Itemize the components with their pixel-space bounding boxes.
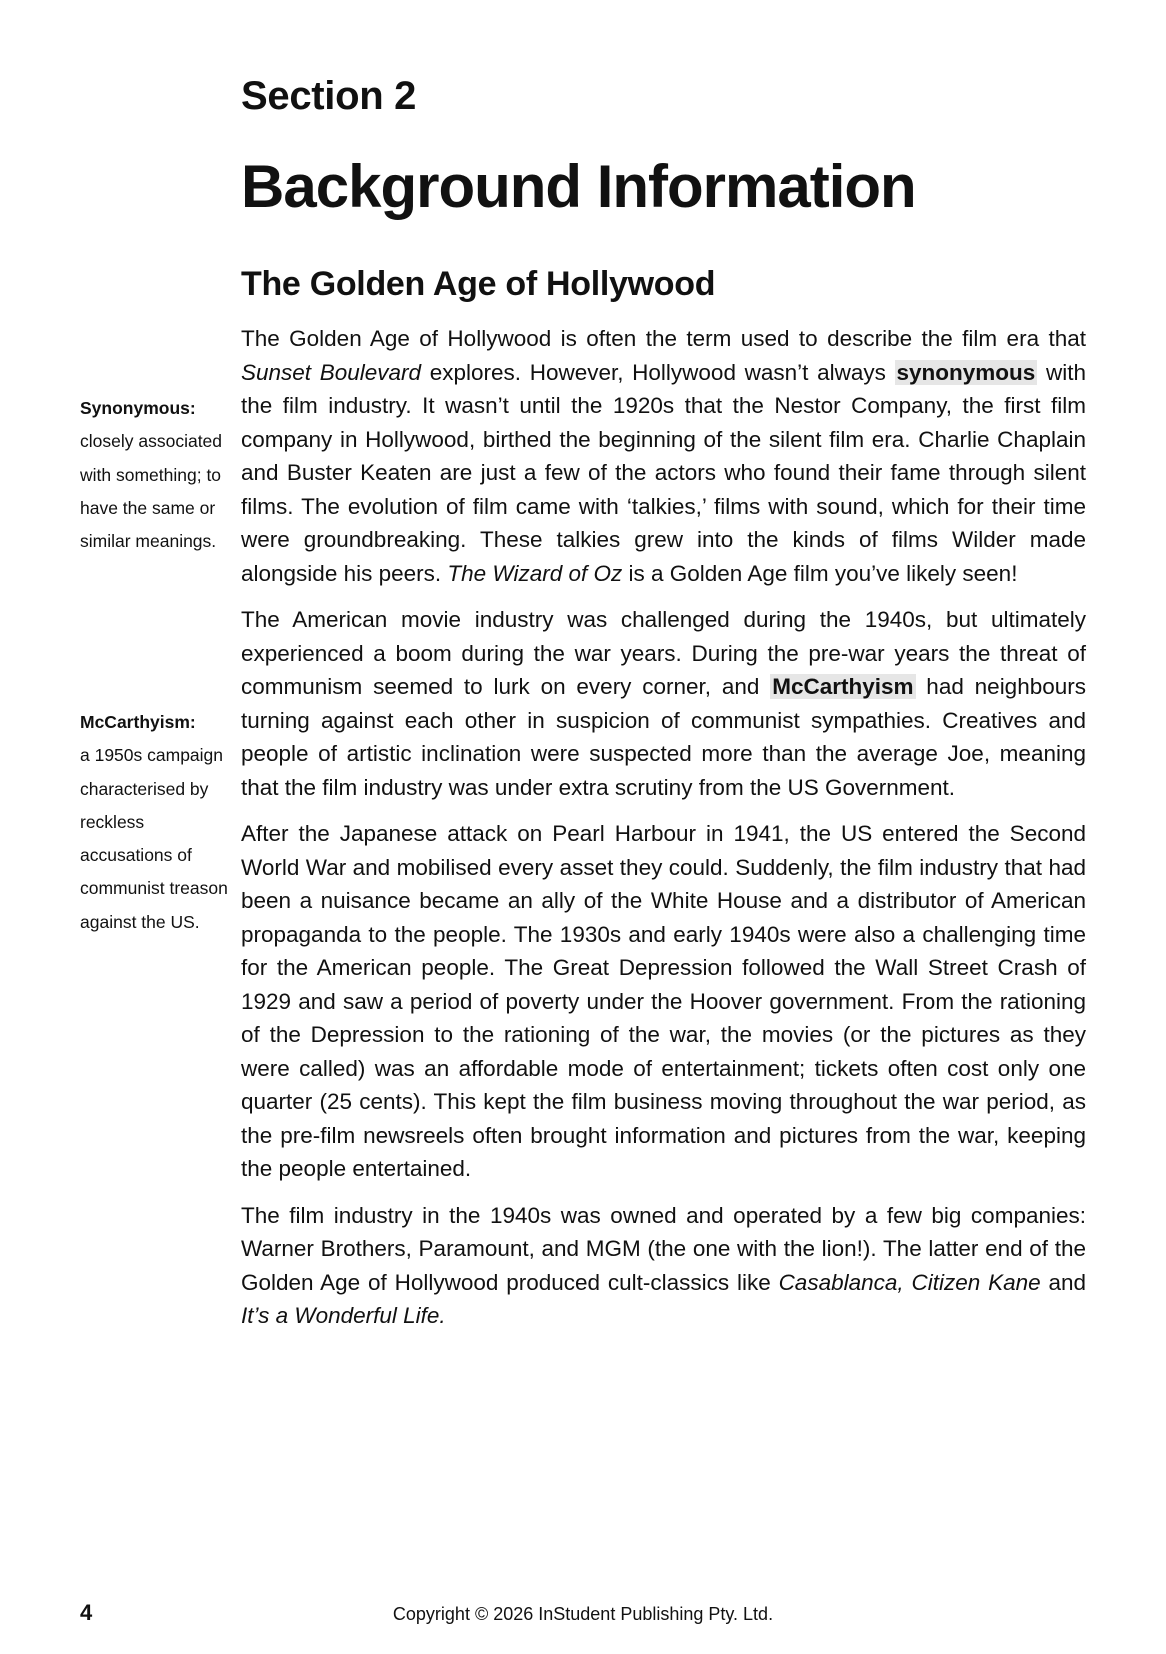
film-title: The Wizard of Oz [447,560,623,586]
text: The Golden Age of Hollywood is often the term used to describe the film era that [241,326,1086,351]
sidenote-synonymous [80,392,230,558]
paragraph-2 [241,603,1086,804]
section-subtitle: The Golden Age of Hollywood [241,265,716,303]
film-title: It’s a Wonderful Life. [241,1303,446,1328]
text: The film industry in the 1940s was owned and operated by a few big companies: Warner Brothers, Paramount, and MGM (the one with the lion!). The latter end of the Golden Age of Hollywood produced cult-classics like [241,1202,1086,1295]
text: is a Golden Age film you’ve likely seen! [622,560,1018,586]
sidenote-definition: a 1950s campaign characterised by reckless accusations of communist treason against the US. [80,745,228,932]
paragraph-1 [241,322,1086,590]
section-label: Section 2 [241,74,417,118]
highlight-term: McCarthyism [772,674,914,699]
paragraph-3: After the Japanese attack on Pearl Harbour in 1941, the US entered the Second World War and mobilised every asset they could. Suddenly, the film industry that had been a nuisance became an ally of the White House and a distributor of American propaganda to the people. The 1930s and early 1940s were also a challenging time for the American people. The Great Depression followed the Wall Street Crash of 1929 and saw a period of poverty under the Hoover government. From the rationing of the Depression to the rationing of the war, the movies (or the pictures as they were called) was an affordable mode of entertainment; tickets often cost only one quarter (25 cents). This kept the film business moving throughout the war period, as the pre-film newsreels often brought information and pictures from the war, keeping the people entertained. [241,821,1086,1181]
page-title: Background Information [241,153,916,220]
body-text [241,322,1086,1346]
sidenote-mccarthyism [80,706,230,939]
film-title: Sunset Boulevard [241,359,422,385]
paragraph-4 [241,1199,1086,1333]
text: and [1040,1269,1086,1295]
film-title: Casablanca, Citizen Kane [778,1269,1041,1295]
sidenote-term: Synonymous: [80,398,196,418]
page-number: 4 [80,1600,93,1625]
text: explores. However, Hollywood wasn’t always [421,359,895,385]
text: with the film industry. It wasn’t until the 1920s that the Nestor Company, the first film company in Hollywood, birthed the beginning of the silent film era. Charlie Chaplain and Buster Keaten are just a few of the actors who found their fame through silent films. The evolution of film came with ‘talkies,’ films with sound, which for their time were groundbreaking. These talkies grew into the kinds of films Wilder made alongside his peers. [241,359,1086,586]
sidenote-definition: closely associated with something; to have the same or similar meanings. [80,431,223,552]
text: The American movie industry was challenged during the 1940s, but ultimately experienced a boom during the war years. During the pre-war years the threat of communism seemed to lurk on every corner, and [241,607,1086,699]
highlight-term: synonymous [896,359,1036,385]
text: had neighbours turning against each other in suspicion of communist sympathies. Creatives and people of artistic inclination were suspected more than the average Joe, meaning that the film industry was under extra scrutiny from the US Government. [241,674,1086,800]
copyright-notice: Copyright © 2026 InStudent Publishing Pty. Ltd. [392,1604,774,1624]
sidenote-term: McCarthyism: [80,712,196,732]
